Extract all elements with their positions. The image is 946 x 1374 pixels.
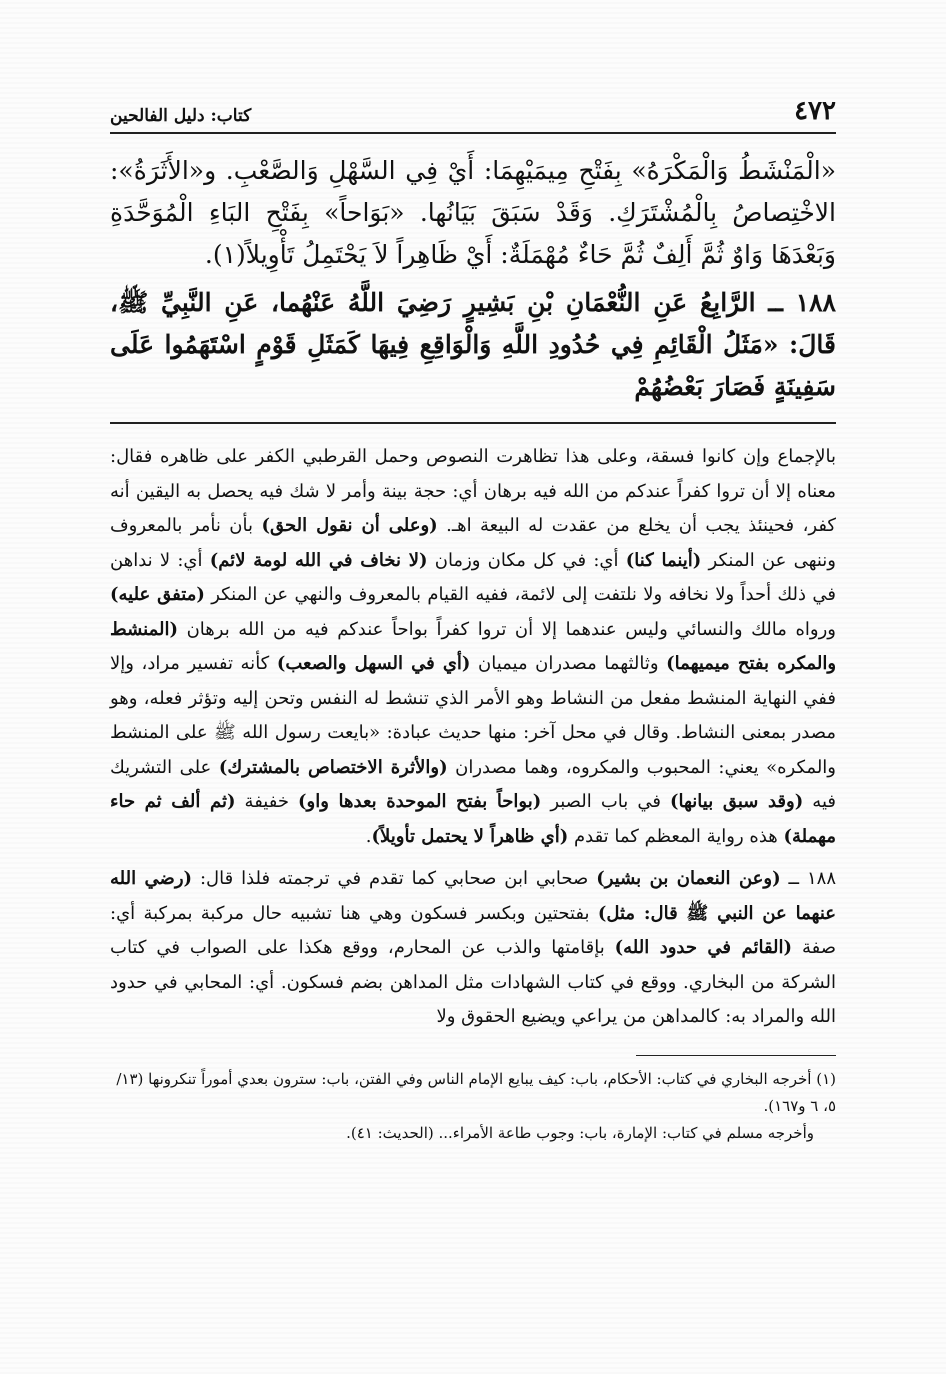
commentary-paragraph [110,440,836,854]
commentary-text: على التشريك فيه [110,756,836,812]
quoted-term: (أي ظاهراً لا يحتمل تأويلاً) [371,825,569,847]
quoted-term: (أي في السهل والصعب) [276,653,471,674]
commentary-text: هذه رواية المعظم كما تقدم [568,825,784,847]
quoted-term: (وعن النعمان بن بشير) [596,868,781,889]
hadith-paragraph: ١٨٨ ــ الرَّابِعُ عَنِ النُّعْمَانِ بْنِ بَشِيرٍ رَضِيَ اللَّهُ عَنْهُما، عَنِ النَّبِيِّ ﷺ، قَالَ: «مَثَلُ الْقَائِمِ فِي حُدُودِ اللَّهِ وَالْوَاقِعِ فِيهَا كَمَثَلِ قَوْمٍ اسْتَهَمُوا عَلَى سَفِينَةٍ فَصَارَ بَعْضُهُمْ [110,288,836,401]
commentary [110,440,836,1035]
commentary-text: بالإجماع وإن كانوا فسقة، وعلى هذا تظاهرت النصوص وحمل القرطبي الكفر على ظاهره فقال: معناه إلا أن تروا كفراً عندكم من الله فيه برهان أي: حجة بينة وأمر لا شك فيه يحصل به اليقين أنه كفر، فحينئذ يجب أن يخلع من عقدت له البيعة اهـ. [110,446,836,536]
text-separator [110,422,836,424]
footnotes [110,1066,836,1147]
commentary-text: ورواه مالك والنسائي وليس عندهما إلا أن تروا كفراً بواحاً عندكم فيه من الله برهان [177,618,836,640]
quoted-term: (وعلى أن نقول الحق) [261,515,438,536]
quoted-term: (القائم في حدود الله) [614,937,793,958]
quoted-term: (والأثرة الاختصاص بالمشترك) [218,756,448,778]
commentary-text: كأنه تفسير مراد، وإلا ففي النهاية المنشط مفعل من النشاط وهو الأمر الذي تنشط له النفس وتحن إليه وتؤثر فعله، وهو مصدر بمعنى النشاط. وقال في محل آخر: منها حديث عبادة: «بايعت رسول الله ﷺ على المنشط والمكره» يعني: المحبوب والمكروه، وهما مصدران [110,653,836,778]
commentary-text: أي: في كل مكان وزمان [427,549,626,571]
footnote-separator [636,1055,836,1056]
footnote: (١) أخرجه البخاري في كتاب: الأحكام، باب: كيف يبايع الإمام الناس وفي الفتن، باب: سترون بعدي أموراً تنكرونها (١٣/ ٥، ٦ و١٦٧). [116,1069,836,1115]
commentary-text: في باب الصبر [541,791,670,812]
page-number: ٤٧٢ [794,96,836,126]
commentary-text: بإقامتها والذب عن المحارم، ووقع هكذا على الصواب في كتاب الشركة من البخاري. ووقع في كتاب الشهادات مثل المداهن بضم فسكون. أي: المحابي في حدود الله والمراد به: كالمداهن من يراعي ويضيع الحقوق ولا [110,937,836,1027]
quoted-term: (متفق عليه) [110,584,205,605]
quoted-term: (المنشط والمكره بفتح ميميهما) [110,618,837,674]
commentary-text: ١٨٨ ــ [780,868,836,889]
main-paragraph: «الْمَنْشَطُ وَالْمَكْرَهُ» بِفَتْحِ مِيمَيْهِمَا: أَيْ فِي السَّهْلِ وَالصَّعْبِ. و«الأَثَرَةُ»: الاخْتِصاصُ بِالْمُشْتَرَكِ. وَقَدْ سَبَقَ بَيَانُها. «بَوَاحاً» بِفَتْحِ البَاءِ الْمُوَحَّدَةِ وَبَعْدَهَا وَاوٌ ثُمَّ أَلِفٌ ثُمَّ حَاءٌ مُهْمَلَةٌ: أَيْ ظَاهِراً لاَ يَحْتَمِلُ تَأْوِيلاً(١). [110,156,836,269]
page-header [110,90,836,134]
quoted-term: (لا نخاف في الله لومة لائم) [209,549,428,571]
book-title: كتاب: دليل الفالحين [110,106,252,126]
quoted-term: (رضي الله عنهما عن النبي ﷺ قال: مثل) [110,868,837,924]
commentary-paragraph [110,862,836,1035]
main-text [110,150,836,408]
footnote: وأخرجه مسلم في كتاب: الإمارة، باب: وجوب طاعة الأمراء... (الحديث: ٤١). [346,1123,814,1142]
commentary-text: خفيفة [235,791,299,812]
quoted-term: (ثم ألف ثم حاء مهملة) [110,791,836,847]
commentary-text: صحابي ابن صحابي كما تقدم في ترجمته فلذا قال: [192,868,597,889]
quoted-term: (وقد سبق بيانها) [670,791,804,812]
quoted-term: (بواحاً بفتح الموحدة بعدها واو) [298,791,542,812]
quoted-term: (أينما كنا) [625,549,702,571]
commentary-text: بأن نأمر بالمعروف وننهى عن المنكر [110,515,837,571]
commentary-text: وثالثهما مصدران ميميان [470,653,667,674]
commentary-text: أي: لا نداهن في ذلك أحداً ولا نخافه ولا نلتفت إلى لائمة، ففيه القيام بالمعروف والنهي عن المنكر [110,549,836,605]
commentary-text: . [365,825,372,847]
commentary-text: بفتحتين وبكسر فسكون وهي هنا تشبيه حال مركبة بمركبة أي: صفة [110,902,837,958]
